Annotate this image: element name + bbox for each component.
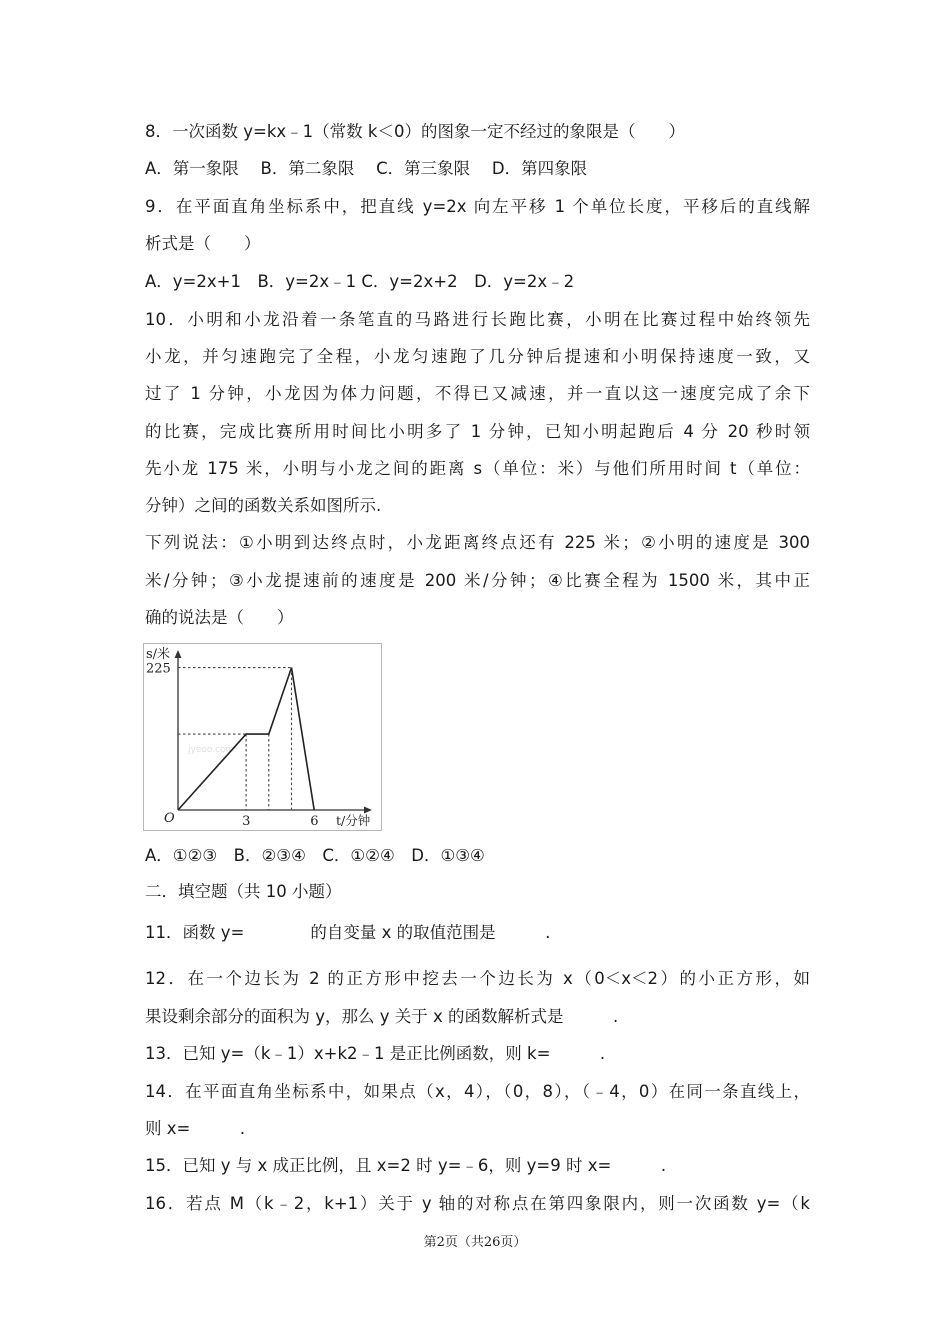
q10-line-4: 的比赛，完成比赛所用时间比小明多了 1 分钟，已知小明起跑后 4 分 20 秒时领	[145, 422, 810, 441]
q14-line-1: 14．在平面直角坐标系中，如果点（x，4），（0，8），（﹣4，0）在同一条直线上，	[145, 1082, 810, 1101]
y-axis-arrow	[175, 650, 182, 658]
q10-line-2: 小龙，并匀速跑完了全程，小龙匀速跑了几分钟后提速和小明保持速度一致，又	[145, 347, 810, 366]
x-tick-label-6: 6	[310, 814, 319, 829]
q8-stem: 8．一次函数 y=kx﹣1（常数 k＜0）的图象一定不经过的象限是（ ）	[145, 122, 685, 141]
watermark: jyeoo.com	[188, 745, 235, 755]
page-footer: 第2页（共26页）	[423, 1235, 527, 1250]
y-tick-label-225: 225	[146, 661, 171, 677]
q13: 13．已知 y=（k﹣1）x+k2﹣1 是正比例函数，则 k= .	[145, 1044, 606, 1063]
q12-line-1: 12．在一个边长为 2 的正方形中挖去一个边长为 x（0＜x＜2）的小正方形，如	[145, 969, 810, 988]
x-tick-label-3: 3	[242, 814, 251, 829]
q14-line-2: 则 x= .	[145, 1119, 246, 1138]
q11: 11．函数 y= 的自变量 x 的取值范围是 .	[145, 923, 551, 942]
q9-options: A．y=2x+1 B．y=2x﹣1 C．y=2x+2 D．y=2x﹣2	[145, 272, 575, 291]
q10-statement-1: 下列说法：①小明到达终点时，小龙距离终点还有 225 米；②小明的速度是 300	[145, 533, 810, 552]
series-line	[178, 668, 314, 810]
q12-line-2: 果设剩余部分的面积为 y，那么 y 关于 x 的函数解析式是 .	[145, 1007, 619, 1026]
q10-line-1: 10．小明和小龙沿着一条笔直的马路进行长跑比赛，小明在比赛过程中始终领先	[145, 310, 810, 329]
chart-svg	[144, 644, 381, 830]
q10-line-5: 先小龙 175 米，小明与小龙之间的距离 s（单位：米）与他们所用时间 t（单位：	[145, 459, 810, 478]
q16: 16．若点 M（k﹣2，k+1）关于 y 轴的对称点在第四象限内，则一次函数 y=（k	[145, 1194, 810, 1213]
q10-statement-2: 米/分钟；③小龙提速前的速度是 200 米/分钟；④比赛全程为 1500 米，其中正	[145, 571, 810, 590]
q9-stem-line-2: 析式是（ ）	[145, 234, 261, 253]
q8-options: A．第一象限 B．第二象限 C．第三象限 D．第四象限	[145, 159, 588, 178]
q10-line-3: 过了 1 分钟，小龙因为体力问题，不得已又减速，并一直以这一速度完成了余下	[145, 384, 810, 403]
origin-label: O	[164, 811, 175, 826]
q15: 15．已知 y 与 x 成正比例，且 x=2 时 y=﹣6，则 y=9 时 x= .	[145, 1156, 667, 1175]
q10-options: A．①②③ B．②③④ C．①②④ D．①③④	[145, 846, 485, 865]
q10-statement-3: 确的说法是（ ）	[145, 608, 294, 627]
section-2-title: 二．填空题（共 10 小题）	[145, 882, 342, 901]
q9-stem-line-1: 9．在平面直角坐标系中，把直线 y=2x 向左平移 1 个单位长度，平移后的直线解	[145, 197, 810, 216]
y-axis-label: s/米	[146, 647, 171, 662]
q10-line-6: 分钟）之间的函数关系如图所示.	[145, 496, 382, 515]
x-axis-label: t/分钟	[336, 813, 371, 828]
distance-time-graph	[143, 643, 382, 831]
